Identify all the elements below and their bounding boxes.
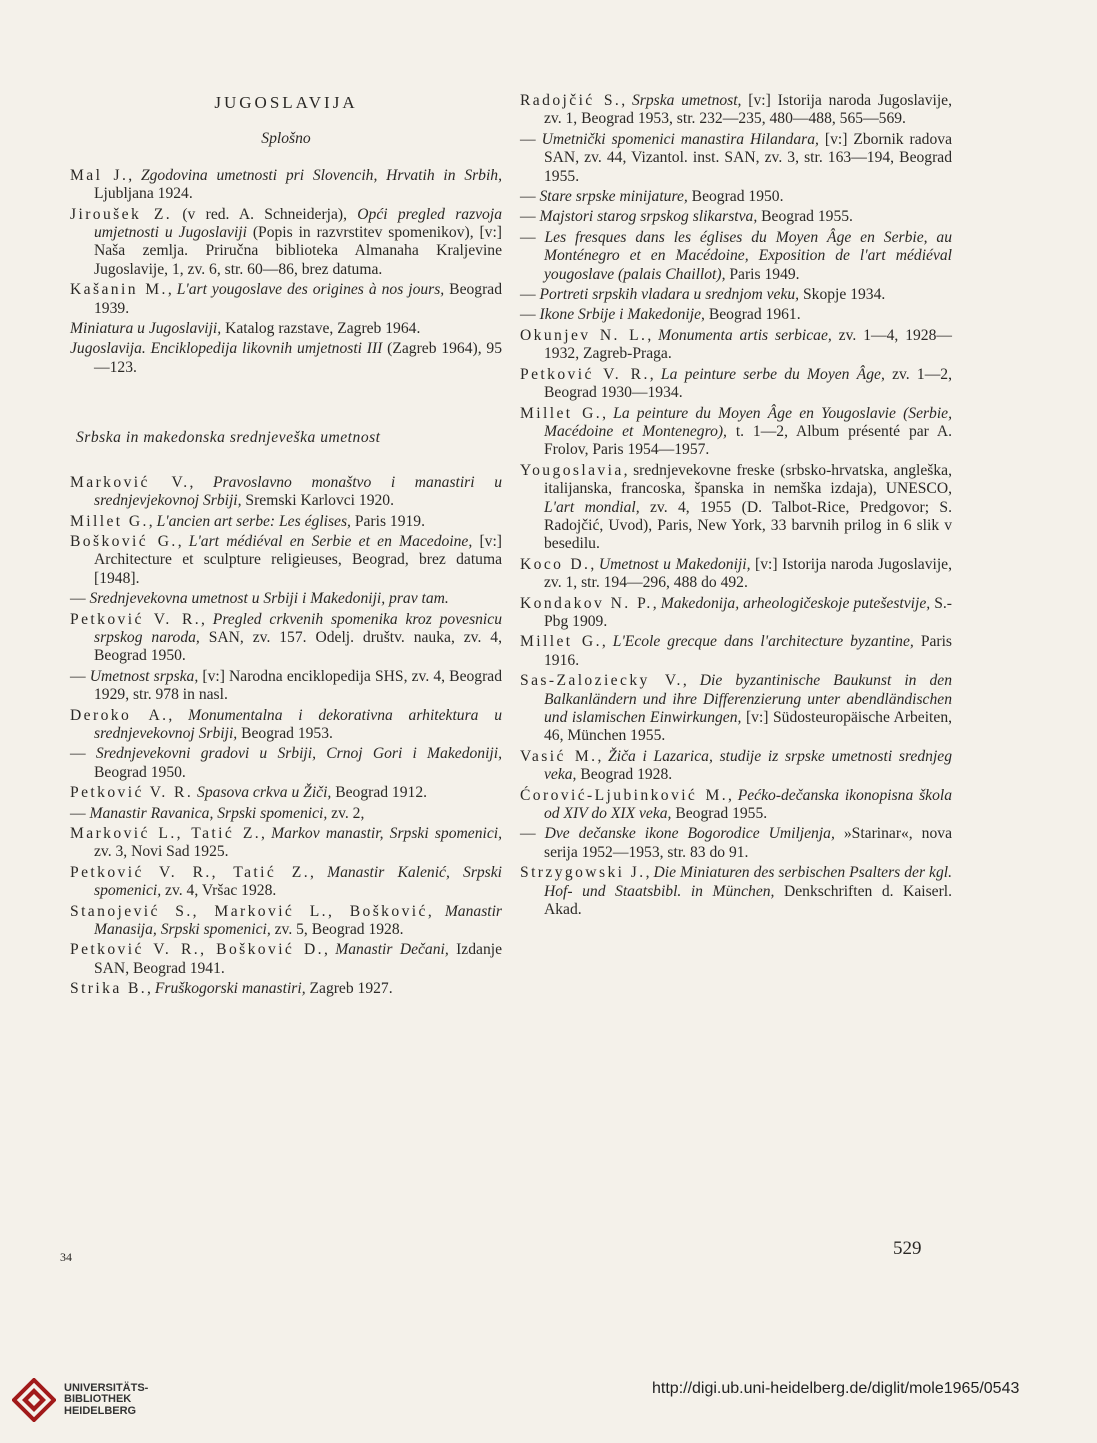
entry-text: , xyxy=(649,365,661,383)
entry-text: — xyxy=(520,286,540,304)
entry-title: Manastir Manasija, Srpski spomenici, xyxy=(94,902,502,939)
entry-text: , xyxy=(597,747,609,765)
entry-title: Monumenta artis serbicae, xyxy=(658,326,832,344)
entry-text: , xyxy=(647,326,659,344)
entry-text: Katalog razstave, Zagreb 1964. xyxy=(221,320,421,338)
signature-mark: 34 xyxy=(60,1250,72,1264)
entry-text: , xyxy=(128,166,141,184)
entry-title: L'art mondial, xyxy=(544,498,640,516)
bibliography-entry xyxy=(520,208,952,226)
entry-text: [v:] Istorija naroda Jugoslavije, zv. 1, str. 194—296, 488 do 492. xyxy=(544,555,952,592)
bibliography-entry xyxy=(70,590,502,608)
author-name: Bošković G. xyxy=(70,532,178,550)
entry-text: , xyxy=(147,980,155,998)
bibliography-entry xyxy=(520,556,952,593)
author-name: Marković V. xyxy=(70,473,190,491)
entry-text: Beograd 1928. xyxy=(576,766,673,784)
author-name: Jiroušek Z. xyxy=(70,205,173,223)
bibliography-entry xyxy=(70,745,502,782)
entry-title: Pravoslavno monaštvo i manastiri u srednjevjekovnoj Srbiji, xyxy=(94,473,502,510)
bibliography-entry xyxy=(70,611,502,666)
bibliography-entry xyxy=(520,633,952,670)
bibliography-entry xyxy=(70,864,502,901)
bibliography-entry xyxy=(70,825,502,862)
entry-text: , xyxy=(728,786,738,804)
entry-text: — xyxy=(520,208,540,226)
author-name: Ćorović-Ljubinković M. xyxy=(520,786,729,804)
bibliography-entry xyxy=(70,206,502,280)
entry-text: Beograd 1939. xyxy=(94,281,502,317)
entry-text: Beograd 1912. xyxy=(331,784,428,802)
right-column xyxy=(520,92,952,921)
entry-text: — xyxy=(70,590,90,608)
entry-text: , xyxy=(167,281,177,299)
author-name: Strzygowski J. xyxy=(520,864,646,882)
entry-text: t. 1—2, Album présenté par A. Frolov, Paris 1954—1957. xyxy=(544,422,953,459)
entry-text: Beograd 1955. xyxy=(757,208,853,226)
entry-text: Beograd 1961. xyxy=(704,306,801,324)
entry-title: La peinture serbe du Moyen Âge, xyxy=(660,365,885,383)
entry-text: Sremski Karlovci 1920. xyxy=(241,492,394,510)
section-subtitle-general: Splošno xyxy=(261,130,311,148)
entry-text: zv. 2, xyxy=(327,804,365,822)
author-name: Kašanin M. xyxy=(70,281,168,299)
entry-text: zv. 3, Novi Sad 1925. xyxy=(94,843,229,861)
entry-text: , xyxy=(590,555,599,573)
bibliography-entry xyxy=(520,229,952,284)
author-name: Vasić M. xyxy=(520,747,598,765)
entry-text: , xyxy=(310,863,328,881)
section-title-medieval: Srbska in makedonska srednjeveška umetnost xyxy=(76,429,381,447)
entry-title: Makedonija, arheologičeskoje putešestvije, xyxy=(660,594,931,612)
entry-text: zv. 1—4, 1928—1932, Zagreb-Praga. xyxy=(544,326,952,363)
author-name: Millet G. xyxy=(520,633,602,651)
entry-text: (Popis in razvrstitev spomenikov), [v:] Naša zemlja. Priručna biblioteka Almanaha Kraljevine Jugoslavije, 1, zv. 6, str. 60—86, brez datuma. xyxy=(94,224,502,278)
entry-text: Paris 1949. xyxy=(725,265,800,283)
entry-text: , xyxy=(427,902,445,920)
entry-title: Stare srpske minijature, xyxy=(539,188,688,206)
entry-title: Opći pregled razvoja umjetnosti u Jugoslaviji xyxy=(94,205,502,242)
author-name: Strika B. xyxy=(70,980,148,998)
bibliography-entry xyxy=(70,533,502,588)
entry-text: — xyxy=(70,667,90,685)
bibliography-entry xyxy=(70,281,502,318)
left-column xyxy=(70,92,502,1001)
author-name: Petković V. R. xyxy=(70,784,194,802)
entry-title: Srpska umetnost, xyxy=(631,92,742,109)
entry-text: , xyxy=(602,404,614,422)
entry-text: , xyxy=(148,512,157,530)
entry-text: Beograd 1950. xyxy=(94,763,186,781)
entry-title: Srednjevekovna umetnost u Srbiji i Makedoniji, prav tam. xyxy=(89,590,449,608)
entry-title: Markov manastir, Srpski spomenici, xyxy=(271,825,502,842)
entry-title: Ikone Srbije i Makedonije, xyxy=(539,306,705,324)
entry-text: [v:] Istorija naroda Jugoslavije, zv. 1, Beograd 1953, str. 232—235, 480—488, 565—569. xyxy=(544,92,952,128)
entry-text: (v red. A. Schneiderja), xyxy=(172,205,358,223)
entry-text: , xyxy=(652,594,661,612)
author-name: Petković V. R., Tatić Z. xyxy=(70,863,311,881)
entry-text: , xyxy=(323,941,336,959)
entry-title: Les fresques dans les églises du Moyen Âge en Serbie, au Monténegro et en Macédoine, Exposition de l'art médiéval yougoslave (palais Chaillot), xyxy=(544,228,953,283)
entry-text: Beograd 1955. xyxy=(671,805,768,823)
entry-title: Spasova crkva u Žiči, xyxy=(197,784,332,802)
bibliography-entry xyxy=(70,513,502,531)
library-logo-text: UNIVERSITÄTS- BIBLIOTHEK HEIDELBERG xyxy=(64,1381,149,1417)
bibliography-list-medieval xyxy=(70,474,502,999)
bibliography-entry xyxy=(520,327,952,364)
entry-text: Denkschriften d. Kaiserl. Akad. xyxy=(544,882,952,919)
entry-title: Die Miniaturen des serbischen Psalters der kgl. Hof- und Staatsbibl. in München, xyxy=(544,864,953,900)
entry-text: , xyxy=(168,706,189,724)
entry-title: La peinture du Moyen Âge en Yougoslavie (Serbie, Macédoine et Montenegro), xyxy=(544,404,953,440)
entry-title: Fruškogorski manastiri, xyxy=(154,980,306,998)
author-name: Stanojević S., Marković L., Bošković xyxy=(70,902,428,920)
entry-title: L'ancien art serbe: Les églises, xyxy=(156,512,351,530)
author-name: Radojčić S. xyxy=(520,92,622,109)
entry-title: L'Ecole grecque dans l'architecture byzantine, xyxy=(612,633,914,651)
bibliography-entry xyxy=(70,320,502,338)
source-url-link[interactable]: http://digi.ub.uni-heidelberg.de/diglit/mole1965/0543 xyxy=(652,1380,1020,1397)
bibliography-entry xyxy=(520,825,952,862)
entry-text: S.-Pbg 1909. xyxy=(544,594,953,630)
author-name: Petković V. R. xyxy=(70,610,202,628)
entry-title: Manastir Kalenić, Srpski spomenici, xyxy=(94,863,503,900)
entry-text: [v:] Südosteuropäische Arbeiten, 46, München 1955. xyxy=(544,709,953,745)
entry-text: — xyxy=(520,825,545,843)
entry-text: Ljubljana 1924. xyxy=(94,185,193,203)
entry-title: Žiča i Lazarica, studije iz srpske umetnosti srednjeg veka, xyxy=(544,747,952,784)
entry-text: [v:] Architecture et sculpture religieuses, Beograd, brez datuma [1948]. xyxy=(94,532,502,587)
bibliography-entry xyxy=(70,980,502,998)
entry-title: Die byzantinische Baukunst in den Balkanländern und ihre Differenzierung unter abendländischen und islamischen Einwirkungen, xyxy=(544,672,952,726)
entry-text: zv. 4, Vršac 1928. xyxy=(161,882,277,900)
entry-title: L'art yougoslave des origines à nos jours, xyxy=(176,281,445,299)
heidelberg-logo-icon xyxy=(12,1378,56,1422)
bibliography-entry xyxy=(520,286,952,304)
bibliography-entry xyxy=(70,474,502,511)
entry-title: Zgodovina umetnosti pri Slovencih, Hrvatih in Srbih, xyxy=(140,166,503,184)
entry-text: , xyxy=(645,864,654,882)
bibliography-list-continued xyxy=(520,92,952,919)
bibliography-entry xyxy=(520,748,952,785)
bibliography-list-general xyxy=(70,167,502,377)
author-name: Millet G. xyxy=(70,512,149,530)
entry-text: zv. 4, 1955 (D. Talbot-Rice, Predgovor; S. Radojčić, Uvod), Paris, New York, 33 barvnih prilog in 6 slik v besedilu. xyxy=(544,498,952,553)
bibliography-entry xyxy=(520,92,952,129)
entry-text: , xyxy=(189,473,214,491)
entry-text: Izdanje SAN, Beograd 1941. xyxy=(94,941,503,977)
bibliography-entry xyxy=(520,306,952,324)
entry-text: zv. 5, Beograd 1928. xyxy=(270,921,404,939)
entry-text: Paris 1919. xyxy=(350,512,425,530)
entry-text: Beograd 1953. xyxy=(237,724,333,742)
entry-text: SAN, zv. 157. Odelj. društv. nauka, zv. 4, Beograd 1950. xyxy=(94,628,502,665)
entry-text: — xyxy=(70,745,96,763)
entry-title: Majstori starog srpskog slikarstva, xyxy=(539,208,758,226)
author-name: Millet G. xyxy=(520,404,603,422)
author-name: Okunjev N. L. xyxy=(520,326,648,344)
bibliography-entry xyxy=(70,805,502,823)
entry-text: , xyxy=(601,633,613,651)
bibliography-entry xyxy=(520,366,952,403)
author-name: Mal J. xyxy=(70,166,129,184)
bibliography-entry xyxy=(70,941,502,978)
author-name: Petković V. R., Bošković D. xyxy=(70,941,324,959)
bibliography-entry xyxy=(520,462,952,554)
entry-text: zv. 1—2, Beograd 1930—1934. xyxy=(544,365,952,402)
author-name: Deroko A. xyxy=(70,706,169,724)
entry-text: , xyxy=(201,610,213,628)
bibliography-entry xyxy=(70,340,502,377)
entry-title: L'art médiéval en Serbie et en Macedoine, xyxy=(188,532,473,550)
entry-text: Paris 1916. xyxy=(544,633,953,669)
entry-text: , xyxy=(682,672,700,690)
author-name: Kondakov N. P. xyxy=(520,594,653,612)
bibliography-entry xyxy=(520,864,952,919)
bibliography-entry xyxy=(70,784,502,802)
entry-title: Miniatura u Jugoslaviji, xyxy=(70,320,222,338)
bibliography-entry xyxy=(520,405,952,460)
entry-title: Monumentalna i dekorativna arhitektura u srednjevekovnoj Srbiji, xyxy=(94,706,502,742)
entry-text: [v:] Zbornik radova SAN, zv. 44, Vizantol. inst. SAN, zv. 3, str. 163—194, Beograd 1955. xyxy=(544,130,952,185)
entry-text: , srednjevekovne freske (srbsko-hrvatska, angleška, italijanska, francoska, španska in nemška izdaja), UNESCO, xyxy=(544,461,952,498)
entry-title: Umetnost srpska, xyxy=(89,667,199,685)
entry-text: Zagreb 1927. xyxy=(305,980,393,998)
library-logo[interactable] xyxy=(12,1378,148,1422)
entry-title: Srednjevekovni gradovi u Srbiji, Crnoj Gori i Makedoniji, xyxy=(95,745,502,763)
bibliography-entry xyxy=(520,672,952,746)
author-name: Yougoslavia xyxy=(520,461,624,479)
entry-text: — xyxy=(70,804,90,822)
entry-title: Jugoslavija. Enciklopedija likovnih umjetnosti III xyxy=(70,340,383,358)
page-title: JUGOSLAVIJA xyxy=(214,93,358,112)
entry-title: Manastir Ravanica, Srpski spomenici, xyxy=(89,804,328,822)
entry-text: — xyxy=(520,306,540,324)
entry-title: Umetnost u Makedoniji, xyxy=(598,555,751,573)
bibliography-entry xyxy=(70,903,502,940)
entry-text: , xyxy=(261,825,272,842)
bibliography-entry xyxy=(520,595,952,632)
bibliography-entry xyxy=(70,167,502,204)
entry-text: »Starinar«, nova serija 1952—1953, str. 83 do 91. xyxy=(544,825,952,861)
bibliography-entry xyxy=(520,131,952,186)
author-name: Petković V. R. xyxy=(520,365,650,383)
entry-title: Pregled crkvenih spomenika kroz povesnicu srpskog naroda, xyxy=(94,610,502,646)
entry-title: Manastir Dečani, xyxy=(335,941,449,959)
entry-text: — xyxy=(520,130,542,148)
entry-text: , xyxy=(621,92,632,109)
entry-text: [v:] Narodna enciklopedija SHS, zv. 4, Beograd 1929, str. 978 in nasl. xyxy=(94,667,503,704)
bibliography-entry xyxy=(520,787,952,824)
author-name: Koco D. xyxy=(520,555,591,573)
entry-text: Beograd 1950. xyxy=(687,188,784,206)
author-name: Sas-Zaloziecky V. xyxy=(520,672,683,690)
entry-title: Portreti srpskih vladara u srednjom veku, xyxy=(539,286,800,304)
bibliography-entry xyxy=(70,668,502,705)
entry-text: — xyxy=(520,188,540,206)
page-number: 529 xyxy=(893,1238,922,1259)
entry-title: Dve dečanske ikone Bogorodice Umiljenja, xyxy=(544,825,835,843)
bibliography-entry xyxy=(70,707,502,744)
entry-text: Skopje 1934. xyxy=(799,286,886,304)
author-name: Marković L., Tatić Z. xyxy=(70,825,262,842)
entry-text: (Zagreb 1964), 95—123. xyxy=(94,340,502,376)
entry-title: Umetnički spomenici manastira Hilandara, xyxy=(541,130,819,148)
entry-text: , xyxy=(177,532,189,550)
entry-text: — xyxy=(520,228,545,246)
entry-title: Pećko-dečanska ikonopisna škola od XIV do XIX veka, xyxy=(544,786,952,823)
bibliography-entry xyxy=(520,188,952,206)
